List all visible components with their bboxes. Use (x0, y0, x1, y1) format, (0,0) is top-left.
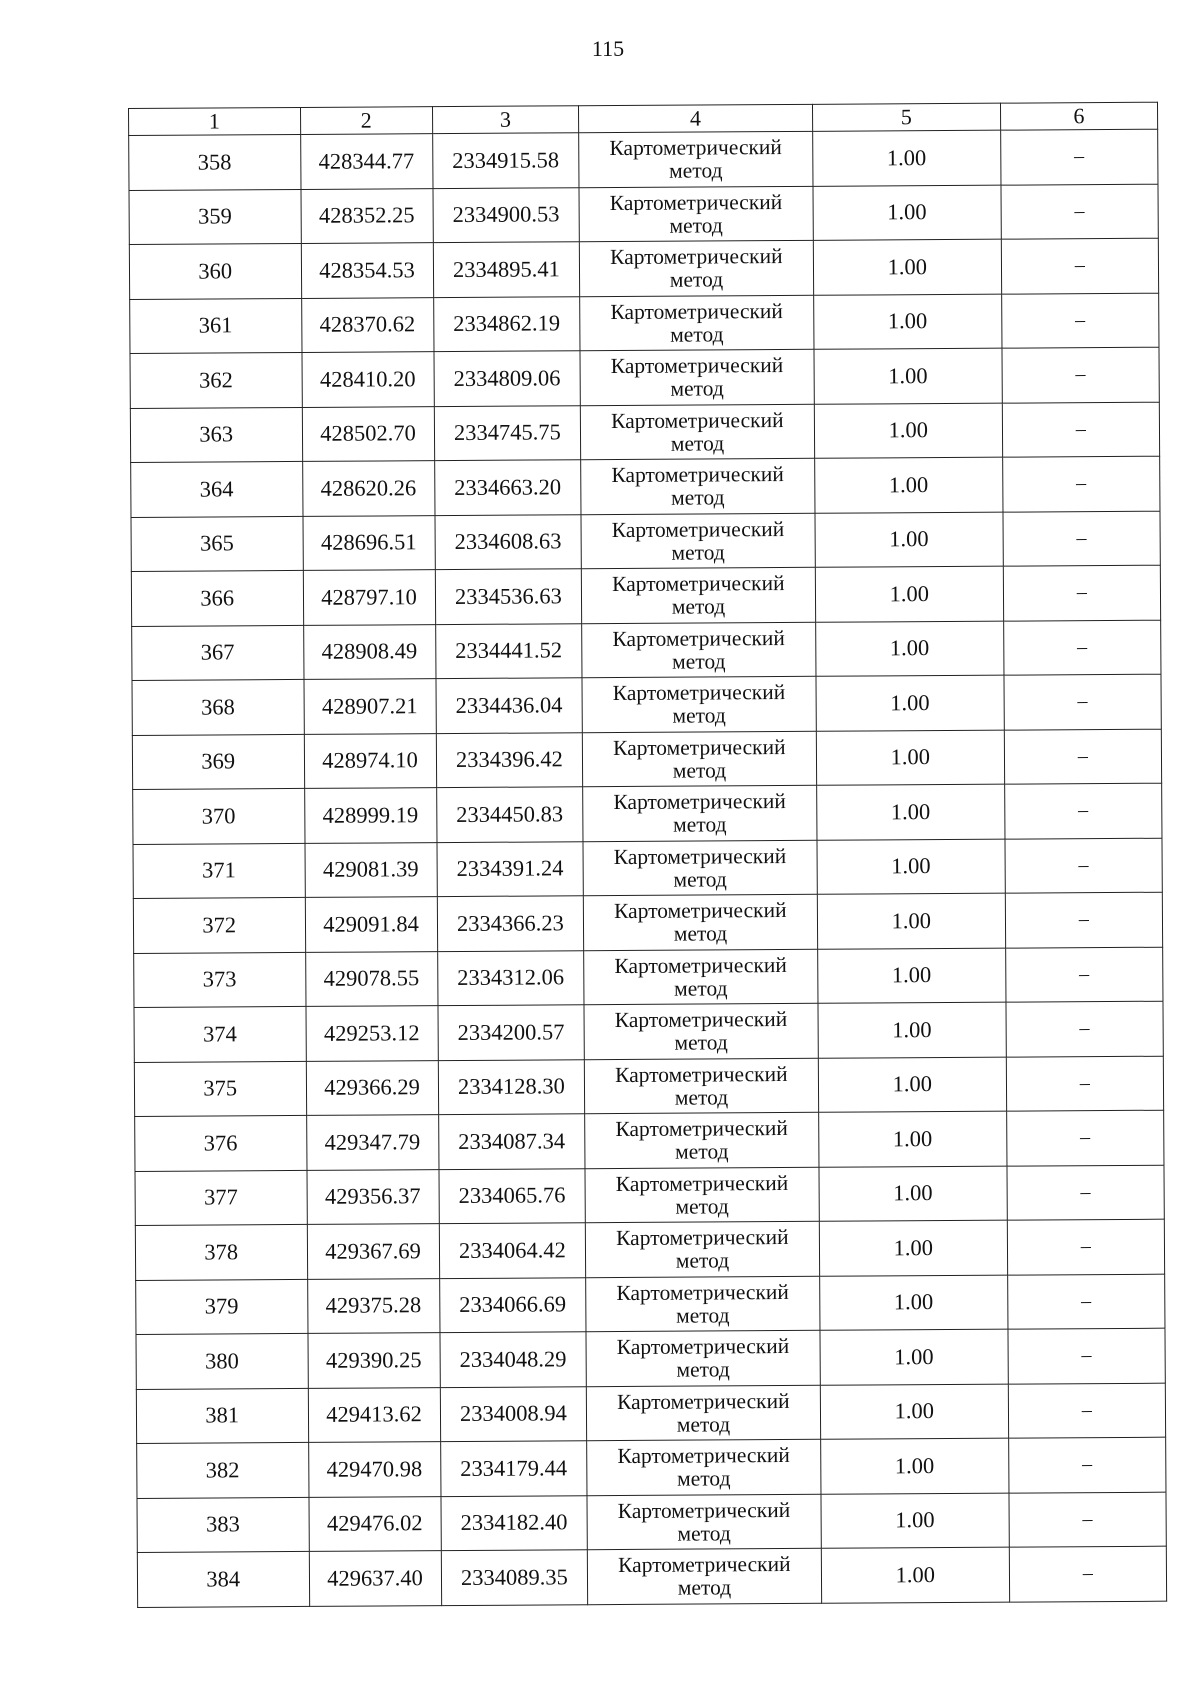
y-coordinate-cell: 2334182.40 (441, 1495, 588, 1550)
note-cell: – (1005, 838, 1163, 893)
x-coordinate-cell: 429476.02 (308, 1496, 441, 1551)
x-coordinate-cell: 429091.84 (305, 897, 438, 952)
point-number-cell: 376 (135, 1115, 307, 1171)
method-cell (587, 1548, 821, 1604)
x-coordinate-cell: 428410.20 (301, 352, 434, 407)
note-cell: – (1006, 1056, 1164, 1111)
point-number-cell: 360 (129, 243, 301, 299)
point-number-cell: 368 (132, 679, 304, 735)
method-line-2: метод (671, 594, 726, 619)
x-coordinate-cell: 428352.25 (300, 188, 433, 243)
point-number-cell: 381 (136, 1388, 308, 1444)
method-cell (585, 1167, 819, 1223)
accuracy-cell: 1.00 (820, 1438, 1008, 1494)
x-coordinate-cell: 429637.40 (309, 1551, 442, 1606)
column-header-2: 2 (300, 107, 432, 135)
method-line-2: метод (672, 758, 727, 783)
table-row (133, 783, 1162, 844)
accuracy-cell: 1.00 (816, 730, 1004, 786)
method-line-2: метод (677, 1575, 732, 1600)
table-row (130, 293, 1159, 354)
y-coordinate-cell: 2334900.53 (433, 187, 580, 242)
point-number-cell: 362 (130, 352, 302, 408)
note-cell: – (1005, 892, 1163, 947)
column-header-6: 6 (1000, 102, 1157, 130)
x-coordinate-cell: 429078.55 (305, 951, 438, 1006)
method-line-2: метод (672, 649, 726, 674)
y-coordinate-cell: 2334536.63 (435, 569, 582, 624)
table-row (133, 892, 1162, 953)
point-number-cell: 367 (132, 625, 304, 681)
method-line-2: метод (676, 1412, 731, 1437)
y-coordinate-cell: 2334862.19 (433, 296, 580, 351)
method-line-1: Картометрический (612, 680, 786, 706)
accuracy-cell: 1.00 (815, 621, 1003, 677)
x-coordinate-cell: 428908.49 (303, 624, 436, 679)
method-cell (583, 840, 817, 896)
x-coordinate-cell: 428354.53 (301, 243, 434, 298)
note-cell: – (1005, 947, 1163, 1002)
method-line-1: Картометрический (610, 244, 783, 270)
method-cell (580, 295, 814, 351)
x-coordinate-cell: 429347.79 (306, 1115, 439, 1170)
point-number-cell: 364 (131, 461, 303, 517)
y-coordinate-cell: 2334366.23 (437, 896, 584, 951)
note-cell: – (1007, 1274, 1165, 1329)
note-cell: – (1004, 783, 1162, 838)
method-line-2: метод (673, 867, 727, 892)
y-coordinate-cell: 2334087.34 (438, 1114, 585, 1169)
method-line-1: Картометрический (613, 843, 787, 869)
accuracy-cell: 1.00 (814, 403, 1002, 459)
accuracy-cell: 1.00 (816, 784, 1004, 840)
method-line-2: метод (671, 540, 725, 565)
table-row (134, 1056, 1163, 1117)
point-number-cell: 363 (130, 407, 302, 463)
table-row (134, 1001, 1163, 1062)
y-coordinate-cell: 2334179.44 (440, 1441, 587, 1496)
method-cell (587, 1439, 821, 1495)
method-line-1: Картометрический (616, 1225, 789, 1251)
method-cell (581, 513, 815, 569)
table-row (136, 1328, 1165, 1389)
note-cell: – (1004, 674, 1162, 729)
table-row (131, 565, 1160, 626)
table-row (137, 1492, 1166, 1553)
accuracy-cell: 1.00 (815, 566, 1003, 622)
x-coordinate-cell: 429470.98 (308, 1442, 441, 1497)
method-line-1: Картометрический (610, 298, 783, 324)
note-cell: – (1006, 1110, 1164, 1165)
x-coordinate-cell: 429390.25 (307, 1333, 440, 1388)
note-cell: – (1007, 1165, 1165, 1220)
table-row (137, 1437, 1166, 1498)
x-coordinate-cell: 428502.70 (302, 406, 435, 461)
point-number-cell: 366 (131, 570, 303, 626)
note-cell: – (1002, 347, 1160, 402)
method-line-2: метод (674, 1085, 729, 1110)
method-line-2: метод (673, 812, 727, 837)
accuracy-cell: 1.00 (819, 1275, 1007, 1331)
table-row (129, 238, 1158, 299)
point-number-cell: 369 (132, 734, 304, 790)
x-coordinate-cell: 428344.77 (300, 134, 433, 189)
point-number-cell: 371 (133, 843, 305, 899)
note-cell: – (1001, 293, 1159, 348)
method-cell (586, 1330, 820, 1386)
point-number-cell: 373 (134, 952, 306, 1008)
x-coordinate-cell: 429253.12 (305, 1006, 438, 1061)
note-cell: – (1004, 729, 1162, 784)
method-line-1: Картометрический (613, 734, 786, 760)
table-row (136, 1274, 1165, 1335)
method-line-1: Картометрический (611, 407, 784, 433)
y-coordinate-cell: 2334745.75 (434, 405, 581, 460)
method-line-2: метод (677, 1521, 731, 1546)
point-number-cell: 372 (133, 897, 305, 953)
accuracy-cell: 1.00 (814, 457, 1002, 513)
method-line-2: метод (675, 1194, 729, 1219)
y-coordinate-cell: 2334391.24 (437, 841, 584, 896)
y-coordinate-cell: 2334065.76 (439, 1168, 586, 1223)
method-line-1: Картометрический (612, 571, 785, 597)
table-row (129, 184, 1158, 245)
method-cell (584, 949, 818, 1005)
method-cell (579, 186, 813, 242)
note-cell: – (1001, 238, 1159, 293)
table-row (132, 620, 1161, 681)
method-line-2: метод (677, 1466, 731, 1491)
method-cell (584, 1003, 818, 1059)
x-coordinate-cell: 429356.37 (306, 1169, 439, 1224)
method-line-1: Картометрический (611, 462, 784, 488)
point-number-cell: 374 (134, 1006, 306, 1062)
method-cell (587, 1494, 821, 1550)
y-coordinate-cell: 2334128.30 (438, 1059, 585, 1114)
accuracy-cell: 1.00 (819, 1220, 1007, 1276)
point-number-cell: 365 (131, 516, 303, 572)
note-cell: – (1003, 620, 1161, 675)
y-coordinate-cell: 2334915.58 (432, 133, 579, 188)
point-number-cell: 377 (135, 1170, 307, 1226)
method-line-2: метод (674, 976, 728, 1001)
table-row (130, 402, 1159, 463)
table-row (129, 129, 1158, 190)
y-coordinate-cell: 2334396.42 (436, 732, 583, 787)
method-line-2: метод (676, 1357, 730, 1382)
accuracy-cell: 1.00 (820, 1384, 1008, 1440)
point-number-cell: 361 (130, 298, 302, 354)
method-cell (585, 1221, 819, 1277)
note-cell: – (1003, 565, 1161, 620)
table-row (131, 456, 1160, 517)
note-cell: – (1002, 402, 1160, 457)
table-body (129, 129, 1167, 1607)
x-coordinate-cell: 428797.10 (303, 570, 436, 625)
method-line-1: Картометрический (614, 1007, 788, 1033)
method-line-1: Картометрический (609, 135, 782, 161)
accuracy-cell: 1.00 (818, 1057, 1006, 1113)
x-coordinate-cell: 428696.51 (302, 515, 435, 570)
method-cell (586, 1385, 820, 1441)
table-row (136, 1383, 1165, 1444)
accuracy-cell: 1.00 (817, 839, 1005, 895)
method-cell (583, 785, 817, 841)
method-line-2: метод (676, 1303, 730, 1328)
method-cell (585, 1112, 819, 1168)
method-cell (582, 676, 816, 732)
table-row (135, 1219, 1164, 1280)
accuracy-cell: 1.00 (821, 1493, 1009, 1549)
method-cell (582, 622, 816, 678)
note-cell: – (1008, 1328, 1166, 1383)
point-number-cell: 380 (136, 1333, 308, 1389)
accuracy-cell: 1.00 (817, 948, 1005, 1004)
y-coordinate-cell: 2334663.20 (434, 460, 581, 515)
method-line-2: метод (671, 485, 725, 510)
method-cell (581, 458, 815, 514)
method-cell (581, 567, 815, 623)
table-row (131, 511, 1160, 572)
page-number: 115 (591, 36, 625, 61)
method-line-2: метод (669, 213, 723, 238)
note-cell: – (1008, 1383, 1166, 1438)
method-line-1: Картометрический (609, 189, 783, 215)
method-line-1: Картометрический (614, 952, 787, 978)
y-coordinate-cell: 2334436.04 (436, 678, 583, 733)
method-line-2: метод (669, 158, 723, 183)
method-line-1: Картометрический (616, 1279, 789, 1305)
method-cell (586, 1276, 820, 1332)
accuracy-cell: 1.00 (815, 512, 1003, 568)
note-cell: – (1001, 184, 1159, 239)
method-line-1: Картометрический (617, 1443, 790, 1469)
point-number-cell: 382 (137, 1442, 309, 1498)
method-line-1: Картометрический (612, 625, 785, 651)
method-cell (580, 349, 814, 405)
x-coordinate-cell: 428907.21 (303, 679, 436, 734)
method-cell (580, 404, 814, 460)
method-cell (582, 731, 816, 787)
method-line-2: метод (670, 376, 724, 401)
y-coordinate-cell: 2334809.06 (434, 351, 581, 406)
x-coordinate-cell: 428370.62 (301, 297, 434, 352)
y-coordinate-cell: 2334008.94 (440, 1386, 587, 1441)
method-cell (579, 131, 813, 187)
y-coordinate-cell: 2334312.06 (437, 950, 584, 1005)
method-line-1: Картометрический (615, 1061, 788, 1087)
accuracy-cell: 1.00 (816, 675, 1004, 731)
y-coordinate-cell: 2334200.57 (438, 1005, 585, 1060)
method-line-2: метод (673, 921, 728, 946)
method-line-1: Картометрический (616, 1334, 790, 1360)
coordinates-table-container (128, 102, 1167, 1608)
accuracy-cell: 1.00 (821, 1547, 1009, 1603)
point-number-cell: 378 (135, 1224, 307, 1280)
x-coordinate-cell: 428974.10 (304, 733, 437, 788)
method-line-1: Картометрический (610, 353, 784, 379)
note-cell: – (1009, 1492, 1167, 1547)
accuracy-cell: 1.00 (813, 239, 1001, 295)
y-coordinate-cell: 2334064.42 (439, 1223, 586, 1278)
method-line-2: метод (672, 703, 726, 728)
x-coordinate-cell: 429413.62 (308, 1387, 441, 1442)
point-number-cell: 383 (137, 1497, 309, 1553)
table-row (135, 1165, 1164, 1226)
accuracy-cell: 1.00 (813, 294, 1001, 350)
note-cell: – (1008, 1437, 1166, 1492)
method-line-1: Картометрический (615, 1170, 789, 1196)
method-cell (579, 240, 813, 296)
column-header-3: 3 (432, 106, 579, 134)
accuracy-cell: 1.00 (814, 348, 1002, 404)
y-coordinate-cell: 2334441.52 (435, 623, 582, 678)
table-row (130, 347, 1159, 408)
y-coordinate-cell: 2334066.69 (439, 1277, 586, 1332)
column-header-1: 1 (129, 107, 301, 135)
method-line-1: Картометрический (618, 1552, 791, 1578)
x-coordinate-cell: 429366.29 (306, 1060, 439, 1115)
method-line-2: метод (675, 1248, 730, 1273)
method-line-2: метод (675, 1139, 729, 1164)
y-coordinate-cell: 2334089.35 (441, 1550, 588, 1605)
note-cell: – (1003, 511, 1161, 566)
point-number-cell: 370 (133, 788, 305, 844)
accuracy-cell: 1.00 (818, 1111, 1006, 1167)
method-line-1: Картометрический (617, 1388, 790, 1414)
method-line-1: Картометрический (614, 898, 787, 924)
table-row (133, 838, 1162, 899)
coordinates-table (128, 102, 1167, 1608)
accuracy-cell: 1.00 (820, 1329, 1008, 1385)
method-line-1: Картометрический (615, 1116, 788, 1142)
method-cell (584, 1058, 818, 1114)
x-coordinate-cell: 428620.26 (302, 461, 435, 516)
method-cell (583, 894, 817, 950)
y-coordinate-cell: 2334048.29 (440, 1332, 587, 1387)
accuracy-cell: 1.00 (817, 893, 1005, 949)
y-coordinate-cell: 2334608.63 (435, 514, 582, 569)
method-line-2: метод (669, 267, 724, 292)
x-coordinate-cell: 429375.28 (307, 1278, 440, 1333)
note-cell: – (1009, 1546, 1167, 1601)
note-cell: – (1000, 129, 1158, 184)
x-coordinate-cell: 429367.69 (307, 1224, 440, 1279)
point-number-cell: 359 (129, 189, 301, 245)
method-line-2: метод (670, 322, 724, 347)
point-number-cell: 379 (136, 1279, 308, 1335)
table-row (135, 1110, 1164, 1171)
column-header-4: 4 (579, 104, 813, 132)
note-cell: – (1007, 1219, 1165, 1274)
accuracy-cell: 1.00 (819, 1166, 1007, 1222)
column-header-5: 5 (812, 103, 1000, 131)
method-line-2: метод (670, 431, 725, 456)
method-line-1: Картометрический (611, 516, 785, 542)
y-coordinate-cell: 2334895.41 (433, 242, 580, 297)
y-coordinate-cell: 2334450.83 (436, 787, 583, 842)
x-coordinate-cell: 428999.19 (304, 788, 437, 843)
accuracy-cell: 1.00 (813, 185, 1001, 241)
method-line-2: метод (674, 1030, 728, 1055)
point-number-cell: 358 (129, 134, 301, 190)
note-cell: – (1006, 1001, 1164, 1056)
table-row (132, 729, 1161, 790)
table-row (132, 674, 1161, 735)
note-cell: – (1002, 456, 1160, 511)
accuracy-cell: 1.00 (818, 1002, 1006, 1058)
point-number-cell: 375 (134, 1061, 306, 1117)
x-coordinate-cell: 429081.39 (304, 842, 437, 897)
method-line-1: Картометрический (617, 1497, 791, 1523)
table-row (134, 947, 1163, 1008)
accuracy-cell: 1.00 (812, 130, 1000, 186)
point-number-cell: 384 (137, 1551, 309, 1607)
method-line-1: Картометрический (613, 789, 786, 815)
table-row (137, 1546, 1166, 1607)
